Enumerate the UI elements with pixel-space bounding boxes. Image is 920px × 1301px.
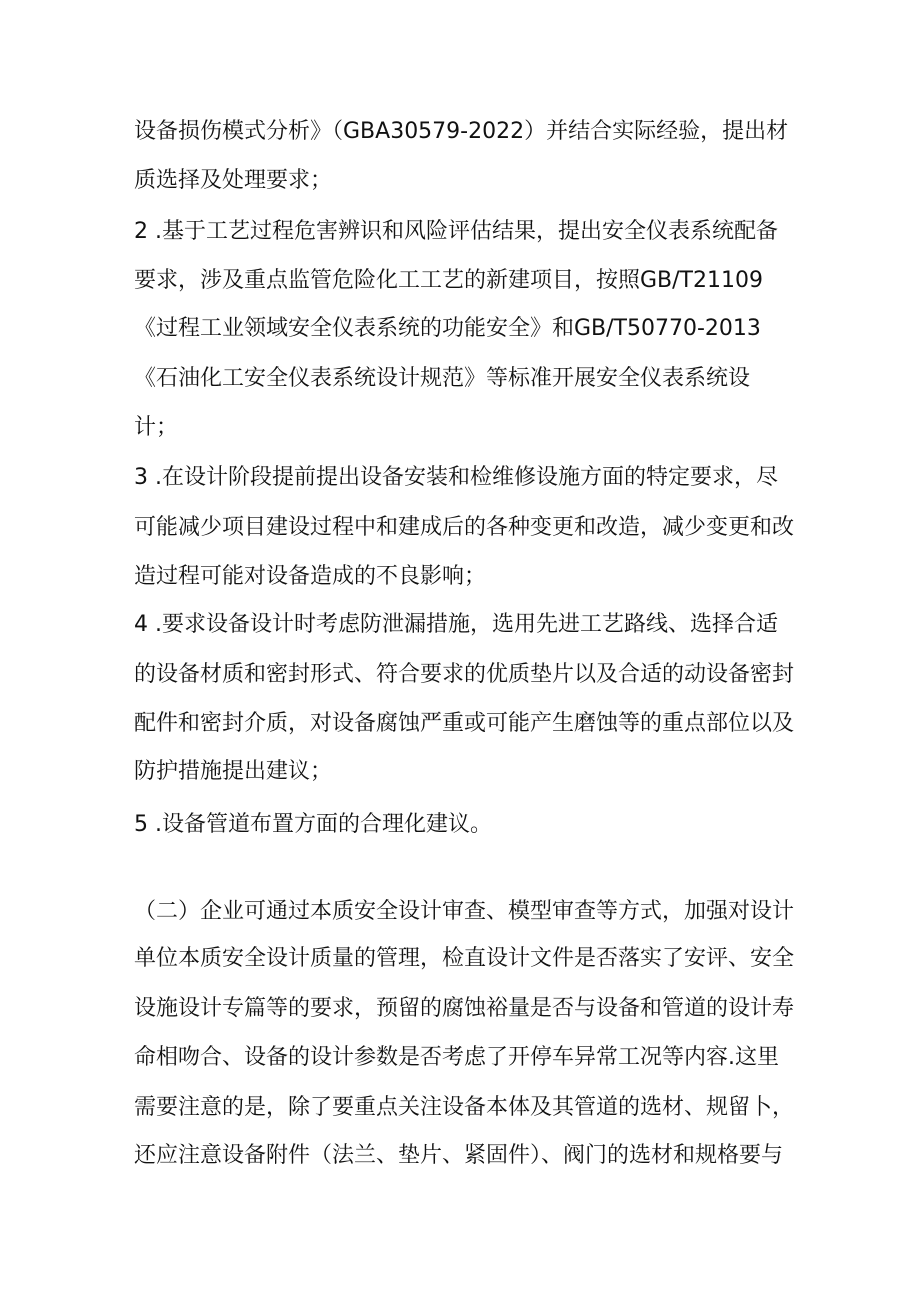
list-item-3-line-2: 可能减少项目建设过程中和建成后的各种变更和改造，减少变更和改	[134, 515, 795, 540]
list-item-2-line-3: 《过程工业领域安全仪表系统的功能安全》和GB/T50770-2013	[134, 316, 761, 341]
list-item-4-line-2: 的设备材质和密封形式、符合要求的优质垫片以及合适的动设备密封	[134, 662, 795, 687]
text-line-1: 设备损伤模式分析》（GBA30579-2022）并结合实际经验，提出材	[134, 119, 789, 144]
list-item-4-line-4: 防护措施提出建议；	[134, 759, 333, 784]
list-item-3-line-3: 造过程可能对设备造成的不良影响；	[134, 564, 487, 589]
list-item-4-line-1: 4 .要求设备设计时考虑防泄漏措施，选用先进工艺路线、选择合适	[134, 612, 778, 637]
section-2-line-2: 单位本质安全设计质量的管理，检直设计文件是否落实了安评、安全	[134, 946, 795, 971]
list-item-2-line-2: 要求，涉及重点监管危险化工工艺的新建项目，按照GB/T21109	[134, 268, 763, 293]
section-2-line-1: （二）企业可通过本质安全设计审查、模型审查等方式，加强对设计	[134, 899, 795, 924]
section-2-line-5: 需要注意的是，除了要重点关注设备本体及其管道的选材、规留卜，	[134, 1095, 795, 1120]
text-line-2: 质选择及处理要求；	[134, 168, 333, 193]
list-item-2-line-4: 《石油化工安全仪表系统设计规范》等标准开展安全仪表系统设	[134, 366, 751, 391]
list-item-3-line-1: 3 .在设计阶段提前提出设备安装和检维修设施方面的特定要求，尽	[134, 465, 778, 490]
list-item-2-line-1: 2 .基于工艺过程危害辨识和风险评估结果，提出安全仪表系统配备	[134, 219, 778, 244]
list-item-4-line-3: 配件和密封介质，对设备腐蚀严重或可能产生磨蚀等的重点部位以及	[134, 711, 795, 736]
section-2-line-6: 还应注意设备附件（法兰、垫片、紧固件）、阀门的选材和规格要与	[134, 1143, 784, 1168]
list-item-2-line-5: 计；	[134, 415, 179, 440]
list-item-5-line-1: 5 .设备管道布置方面的合理化建议。	[134, 812, 492, 837]
section-2-line-4: 命相吻合、设备的设计参数是否考虑了开停车异常工况等内容.这里	[134, 1045, 779, 1070]
section-2-line-3: 设施设计专篇等的要求，预留的腐蚀裕量是否与设备和管道的设计寿	[134, 996, 795, 1021]
